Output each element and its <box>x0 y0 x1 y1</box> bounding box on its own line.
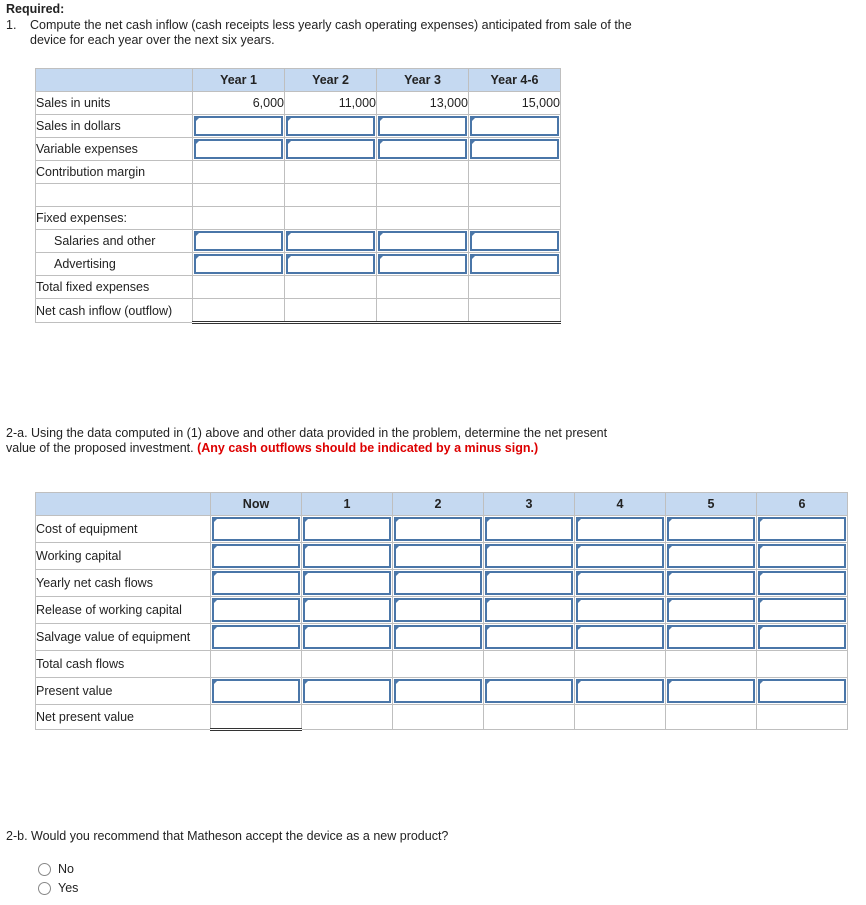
question-2a-emphasis: (Any cash outflows should be indicated by a minus sign.) <box>197 441 539 455</box>
sales-dollars-input[interactable] <box>470 116 559 136</box>
table-row <box>36 705 848 730</box>
cost-of-equipment-input[interactable] <box>303 517 391 541</box>
table1-header: Year 4-6 <box>469 69 561 92</box>
empty-cell <box>193 184 285 207</box>
net-cash-inflow-cell[interactable] <box>469 299 561 323</box>
yearly-net-cash-flows-input[interactable] <box>758 571 846 595</box>
value-cell: 11,000 <box>285 92 377 115</box>
value-cell: 15,000 <box>469 92 561 115</box>
empty-cell <box>469 207 561 230</box>
radio-button[interactable] <box>38 882 51 895</box>
sales-dollars-input[interactable] <box>378 116 467 136</box>
table-row <box>36 230 561 253</box>
table-row <box>36 207 561 230</box>
table2-header: 2 <box>393 493 484 516</box>
release-working-capital-input[interactable] <box>485 598 573 622</box>
row-label: Sales in dollars <box>36 115 193 138</box>
sales-dollars-input[interactable] <box>286 116 375 136</box>
present-value-input[interactable] <box>303 679 391 703</box>
salvage-value-input[interactable] <box>303 625 391 649</box>
salvage-value-input[interactable] <box>212 625 300 649</box>
row-label: Salvage value of equipment <box>36 624 211 651</box>
empty-cell <box>484 705 575 730</box>
contribution-margin-cell[interactable] <box>377 161 469 184</box>
present-value-input[interactable] <box>394 679 482 703</box>
requirement-text: Compute the net cash inflow (cash receipts less yearly cash operating expenses) anticipated from sale of the device for each year over the next six years. <box>30 18 632 47</box>
empty-cell <box>393 705 484 730</box>
total-cash-flows-cell[interactable] <box>393 651 484 678</box>
table1-header: Year 3 <box>377 69 469 92</box>
npv-table <box>35 492 848 731</box>
working-capital-input[interactable] <box>212 544 300 568</box>
row-label: Fixed expenses: <box>36 207 193 230</box>
table-row <box>36 570 848 597</box>
working-capital-input[interactable] <box>485 544 573 568</box>
radio-label: Yes <box>58 881 79 895</box>
present-value-input[interactable] <box>758 679 846 703</box>
release-working-capital-input[interactable] <box>576 598 664 622</box>
cost-of-equipment-input[interactable] <box>485 517 573 541</box>
working-capital-input[interactable] <box>758 544 846 568</box>
salvage-value-input[interactable] <box>576 625 664 649</box>
release-working-capital-input[interactable] <box>667 598 755 622</box>
salaries-input[interactable] <box>286 231 375 251</box>
yearly-net-cash-flows-input[interactable] <box>485 571 573 595</box>
table2-header: Now <box>211 493 302 516</box>
table1-header: Year 2 <box>285 69 377 92</box>
yearly-net-cash-flows-input[interactable] <box>576 571 664 595</box>
row-label: Variable expenses <box>36 138 193 161</box>
total-fixed-cell[interactable] <box>469 276 561 299</box>
row-label: Cost of equipment <box>36 516 211 543</box>
table-row <box>36 516 848 543</box>
table-row <box>36 678 848 705</box>
cost-of-equipment-input[interactable] <box>576 517 664 541</box>
row-label: Net cash inflow (outflow) <box>36 299 193 323</box>
table1-header: Year 1 <box>193 69 285 92</box>
present-value-input[interactable] <box>667 679 755 703</box>
empty-cell <box>193 207 285 230</box>
yearly-net-cash-flows-input[interactable] <box>394 571 482 595</box>
question-2a <box>6 426 626 456</box>
present-value-input[interactable] <box>485 679 573 703</box>
empty-cell <box>575 705 666 730</box>
cost-of-equipment-input[interactable] <box>394 517 482 541</box>
advertising-input[interactable] <box>286 254 375 274</box>
empty-cell <box>302 705 393 730</box>
total-cash-flows-cell[interactable] <box>575 651 666 678</box>
sales-dollars-input[interactable] <box>194 116 283 136</box>
empty-cell <box>757 705 848 730</box>
variable-expenses-input[interactable] <box>194 139 283 159</box>
row-label: Yearly net cash flows <box>36 570 211 597</box>
table-row <box>36 276 561 299</box>
present-value-input[interactable] <box>212 679 300 703</box>
total-cash-flows-cell[interactable] <box>302 651 393 678</box>
table-row <box>36 624 848 651</box>
row-label: Present value <box>36 678 211 705</box>
row-label: Contribution margin <box>36 161 193 184</box>
empty-cell <box>377 184 469 207</box>
table-row <box>36 115 561 138</box>
cost-of-equipment-input[interactable] <box>212 517 300 541</box>
question-2a-text: 2-a. Using the data computed in (1) above and other data provided in the problem, determine the net present value of the proposed investment. <box>6 426 608 455</box>
present-value-input[interactable] <box>576 679 664 703</box>
item-number: 1. <box>6 18 17 32</box>
radio-option-no[interactable] <box>38 862 74 876</box>
cost-of-equipment-input[interactable] <box>667 517 755 541</box>
row-label: Release of working capital <box>36 597 211 624</box>
table1-corner <box>36 69 193 92</box>
salaries-input[interactable] <box>194 231 283 251</box>
advertising-input[interactable] <box>194 254 283 274</box>
variable-expenses-input[interactable] <box>286 139 375 159</box>
release-working-capital-input[interactable] <box>758 598 846 622</box>
release-working-capital-input[interactable] <box>303 598 391 622</box>
net-cash-inflow-cell[interactable] <box>285 299 377 323</box>
advertising-input[interactable] <box>470 254 559 274</box>
empty-cell <box>469 184 561 207</box>
empty-cell <box>285 207 377 230</box>
empty-cell <box>666 705 757 730</box>
value-cell: 13,000 <box>377 92 469 115</box>
row-label: Sales in units <box>36 92 193 115</box>
working-capital-input[interactable] <box>576 544 664 568</box>
total-fixed-cell[interactable] <box>285 276 377 299</box>
net-cash-inflow-table <box>35 68 561 324</box>
total-cash-flows-cell[interactable] <box>757 651 848 678</box>
row-label: Working capital <box>36 543 211 570</box>
required-heading: Required: <box>6 2 65 16</box>
salvage-value-input[interactable] <box>758 625 846 649</box>
table-row <box>36 161 561 184</box>
contribution-margin-cell[interactable] <box>193 161 285 184</box>
total-fixed-cell[interactable] <box>193 276 285 299</box>
empty-cell <box>377 207 469 230</box>
salvage-value-input[interactable] <box>667 625 755 649</box>
row-label: Salaries and other <box>36 230 193 253</box>
variable-expenses-input[interactable] <box>378 139 467 159</box>
total-cash-flows-cell[interactable] <box>666 651 757 678</box>
radio-button[interactable] <box>38 863 51 876</box>
table-row <box>36 299 561 323</box>
total-cash-flows-cell[interactable] <box>211 651 302 678</box>
table-row <box>36 92 561 115</box>
row-label: Net present value <box>36 705 211 730</box>
salaries-input[interactable] <box>470 231 559 251</box>
question-2b: 2-b. Would you recommend that Matheson accept the device as a new product? <box>6 829 449 843</box>
release-working-capital-input[interactable] <box>394 598 482 622</box>
table-row <box>36 651 848 678</box>
net-cash-inflow-cell[interactable] <box>377 299 469 323</box>
empty-cell <box>285 184 377 207</box>
table-row <box>36 543 848 570</box>
row-label: Advertising <box>36 253 193 276</box>
salvage-value-input[interactable] <box>394 625 482 649</box>
table2-corner <box>36 493 211 516</box>
row-label: Total cash flows <box>36 651 211 678</box>
row-label: Total fixed expenses <box>36 276 193 299</box>
net-present-value-cell[interactable] <box>211 705 302 730</box>
cost-of-equipment-input[interactable] <box>758 517 846 541</box>
yearly-net-cash-flows-input[interactable] <box>667 571 755 595</box>
release-working-capital-input[interactable] <box>212 598 300 622</box>
contribution-margin-cell[interactable] <box>285 161 377 184</box>
variable-expenses-input[interactable] <box>470 139 559 159</box>
yearly-net-cash-flows-input[interactable] <box>303 571 391 595</box>
table-row <box>36 138 561 161</box>
radio-option-yes[interactable] <box>38 881 78 895</box>
table2-header: 6 <box>757 493 848 516</box>
contribution-margin-cell[interactable] <box>469 161 561 184</box>
value-cell: 6,000 <box>193 92 285 115</box>
yearly-net-cash-flows-input[interactable] <box>212 571 300 595</box>
table-row <box>36 184 561 207</box>
total-cash-flows-cell[interactable] <box>484 651 575 678</box>
total-fixed-cell[interactable] <box>377 276 469 299</box>
salaries-input[interactable] <box>378 231 467 251</box>
table2-header: 4 <box>575 493 666 516</box>
advertising-input[interactable] <box>378 254 467 274</box>
working-capital-input[interactable] <box>394 544 482 568</box>
table-row <box>36 597 848 624</box>
salvage-value-input[interactable] <box>485 625 573 649</box>
row-label <box>36 184 193 207</box>
table2-header: 5 <box>666 493 757 516</box>
table2-header: 3 <box>484 493 575 516</box>
net-cash-inflow-cell[interactable] <box>193 299 285 323</box>
working-capital-input[interactable] <box>667 544 755 568</box>
working-capital-input[interactable] <box>303 544 391 568</box>
radio-label: No <box>58 862 74 876</box>
table-row <box>36 253 561 276</box>
table2-header: 1 <box>302 493 393 516</box>
